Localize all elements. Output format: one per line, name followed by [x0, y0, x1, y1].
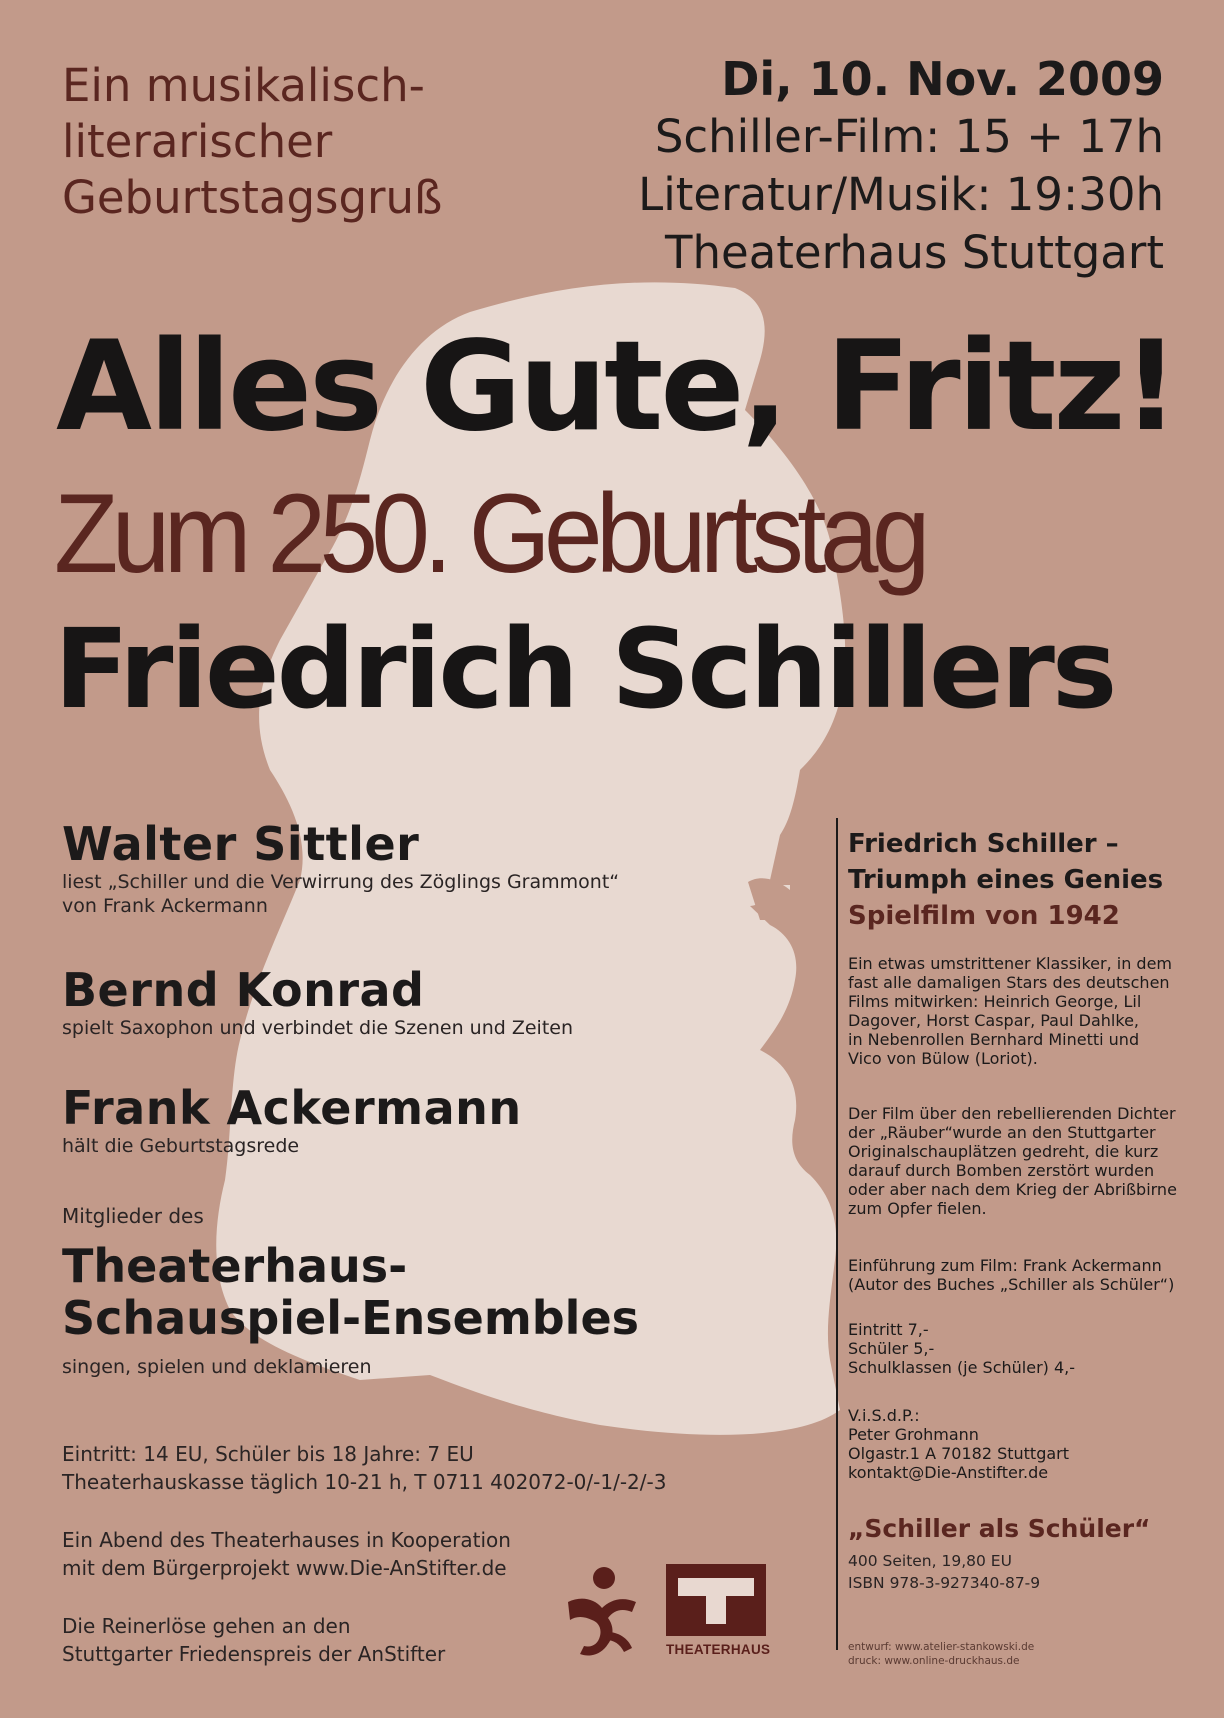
text-line: ISBN 978-3-927340-87-9	[848, 1574, 1041, 1592]
text-line: Dagover, Horst Caspar, Paul Dahlke,	[848, 1011, 1139, 1030]
anstifter-logo-icon	[560, 1562, 642, 1662]
visdp-contact	[848, 1406, 1188, 1482]
proceeds-line: Stuttgarter Friedenspreis der AnStifter	[62, 1642, 446, 1666]
theaterhaus-logo-label: THEATERHAUS	[666, 1642, 771, 1657]
text-line: (Autor des Buches „Schiller als Schüler“)	[848, 1275, 1175, 1294]
tagline-line: Ein musikalisch-	[62, 59, 425, 112]
theaterhaus-t-icon	[666, 1564, 766, 1636]
theaterhaus-logo	[666, 1564, 771, 1664]
admission-info	[62, 1440, 666, 1496]
text-line: Ein etwas umstrittener Klassiker, in dem	[848, 954, 1173, 973]
price-line: Schüler 5,-	[848, 1339, 935, 1358]
price-line: Schulklassen (je Schüler) 4,-	[848, 1358, 1076, 1377]
tagline-line: Geburtstagsgruß	[62, 171, 443, 224]
text-line: Peter Grohmann	[848, 1425, 979, 1444]
text-line: Olgastr.1 A 70182 Stuttgart	[848, 1444, 1070, 1463]
proceeds-line: Die Reinerlöse gehen an den	[62, 1614, 351, 1638]
cooperation-info	[62, 1526, 511, 1582]
performer-name: Bernd Konrad	[62, 963, 425, 1017]
text-line: in Nebenrollen Bernhard Minetti und	[848, 1030, 1140, 1049]
headline: Alles Gute, Fritz!	[56, 315, 1177, 459]
venue: Theaterhaus Stuttgart	[665, 226, 1164, 279]
text-line: Originalschauplätzen gedreht, die kurz	[848, 1142, 1159, 1161]
nameline: Friedrich Schillers	[54, 605, 1115, 733]
performer-frank-ackermann	[62, 1082, 522, 1158]
book-info	[848, 1550, 1188, 1594]
text-line: 400 Seiten, 19,80 EU	[848, 1552, 1012, 1570]
text-line: darauf durch Bomben zerstört wurden	[848, 1161, 1155, 1180]
ensemble-line: Theaterhaus-	[62, 1239, 408, 1293]
admission-line: Eintritt: 14 EU, Schüler bis 18 Jahre: 7 EU	[62, 1442, 474, 1466]
credit-line: entwurf: www.atelier-stankowski.de	[848, 1641, 1035, 1653]
cooperation-line: Ein Abend des Theaterhauses in Kooperation	[62, 1528, 511, 1552]
text-line: Einführung zum Film: Frank Ackermann	[848, 1256, 1162, 1275]
tagline	[62, 58, 582, 226]
ensemble-line: Schauspiel-Ensembles	[62, 1291, 640, 1345]
film-description	[848, 954, 1188, 1068]
film-title	[848, 826, 1188, 934]
event-date: Di, 10. Nov. 2009	[721, 52, 1164, 106]
tagline-line: literarischer	[62, 115, 333, 168]
credit-line: druck: www.online-druckhaus.de	[848, 1655, 1020, 1667]
text-line: Der Film über den rebellierenden Dichter	[848, 1104, 1176, 1123]
performer-name: Walter Sittler	[62, 817, 420, 871]
cooperation-line: mit dem Bürgerprojekt www.Die-AnStifter.de	[62, 1556, 507, 1580]
film-title-line: Triumph eines Genies	[848, 865, 1164, 895]
price-line: Eintritt 7,-	[848, 1320, 929, 1339]
contact-email: kontakt@Die-Anstifter.de	[848, 1463, 1049, 1482]
performer-bernd-konrad	[62, 964, 573, 1040]
text-line: V.i.S.d.P.:	[848, 1406, 920, 1425]
members-label: Mitglieder des	[62, 1204, 204, 1228]
performer-name: Frank Ackermann	[62, 1081, 522, 1135]
text-line: Vico von Bülow (Loriot).	[848, 1049, 1038, 1068]
text-line: oder aber nach dem Krieg der Abrißbirne	[848, 1180, 1177, 1199]
performer-desc: von Frank Ackermann	[62, 895, 268, 917]
text-line: fast alle damaligen Stars des deutschen	[848, 973, 1170, 992]
book-title: „Schiller als Schüler“	[848, 1514, 1151, 1543]
text-line: Films mitwirken: Heinrich George, Lil	[848, 992, 1142, 1011]
admission-line: Theaterhauskasse täglich 10-21 h, T 0711 402072-0/-1/-2/-3	[62, 1470, 667, 1494]
sidebar-divider	[836, 818, 838, 1650]
ensemble-desc: singen, spielen und deklamieren	[62, 1356, 372, 1378]
subline: Zum 250. Geburtstag	[54, 471, 924, 596]
text-line: der „Räuber“wurde an den Stuttgarter	[848, 1123, 1156, 1142]
event-info	[638, 50, 1164, 282]
film-title-line: Friedrich Schiller –	[848, 829, 1119, 859]
literature-time: Literatur/Musik: 19:30h	[638, 168, 1164, 221]
film-subtitle: Spielfilm von 1942	[848, 901, 1120, 931]
credits	[848, 1640, 1034, 1668]
film-prices	[848, 1320, 1188, 1377]
performer-desc: spielt Saxophon und verbindet die Szenen und Zeiten	[62, 1017, 573, 1039]
film-time: Schiller-Film: 15 + 17h	[654, 110, 1164, 163]
film-history	[848, 1104, 1188, 1218]
performer-desc: liest „Schiller und die Verwirrung des Zöglings Grammont“	[62, 871, 620, 893]
text-line: zum Opfer fielen.	[848, 1199, 987, 1218]
performer-desc: hält die Geburtstagsrede	[62, 1135, 300, 1157]
film-introduction	[848, 1256, 1188, 1294]
proceeds-info	[62, 1612, 445, 1668]
performer-walter-sittler	[62, 818, 619, 918]
ensemble-name	[62, 1240, 639, 1344]
